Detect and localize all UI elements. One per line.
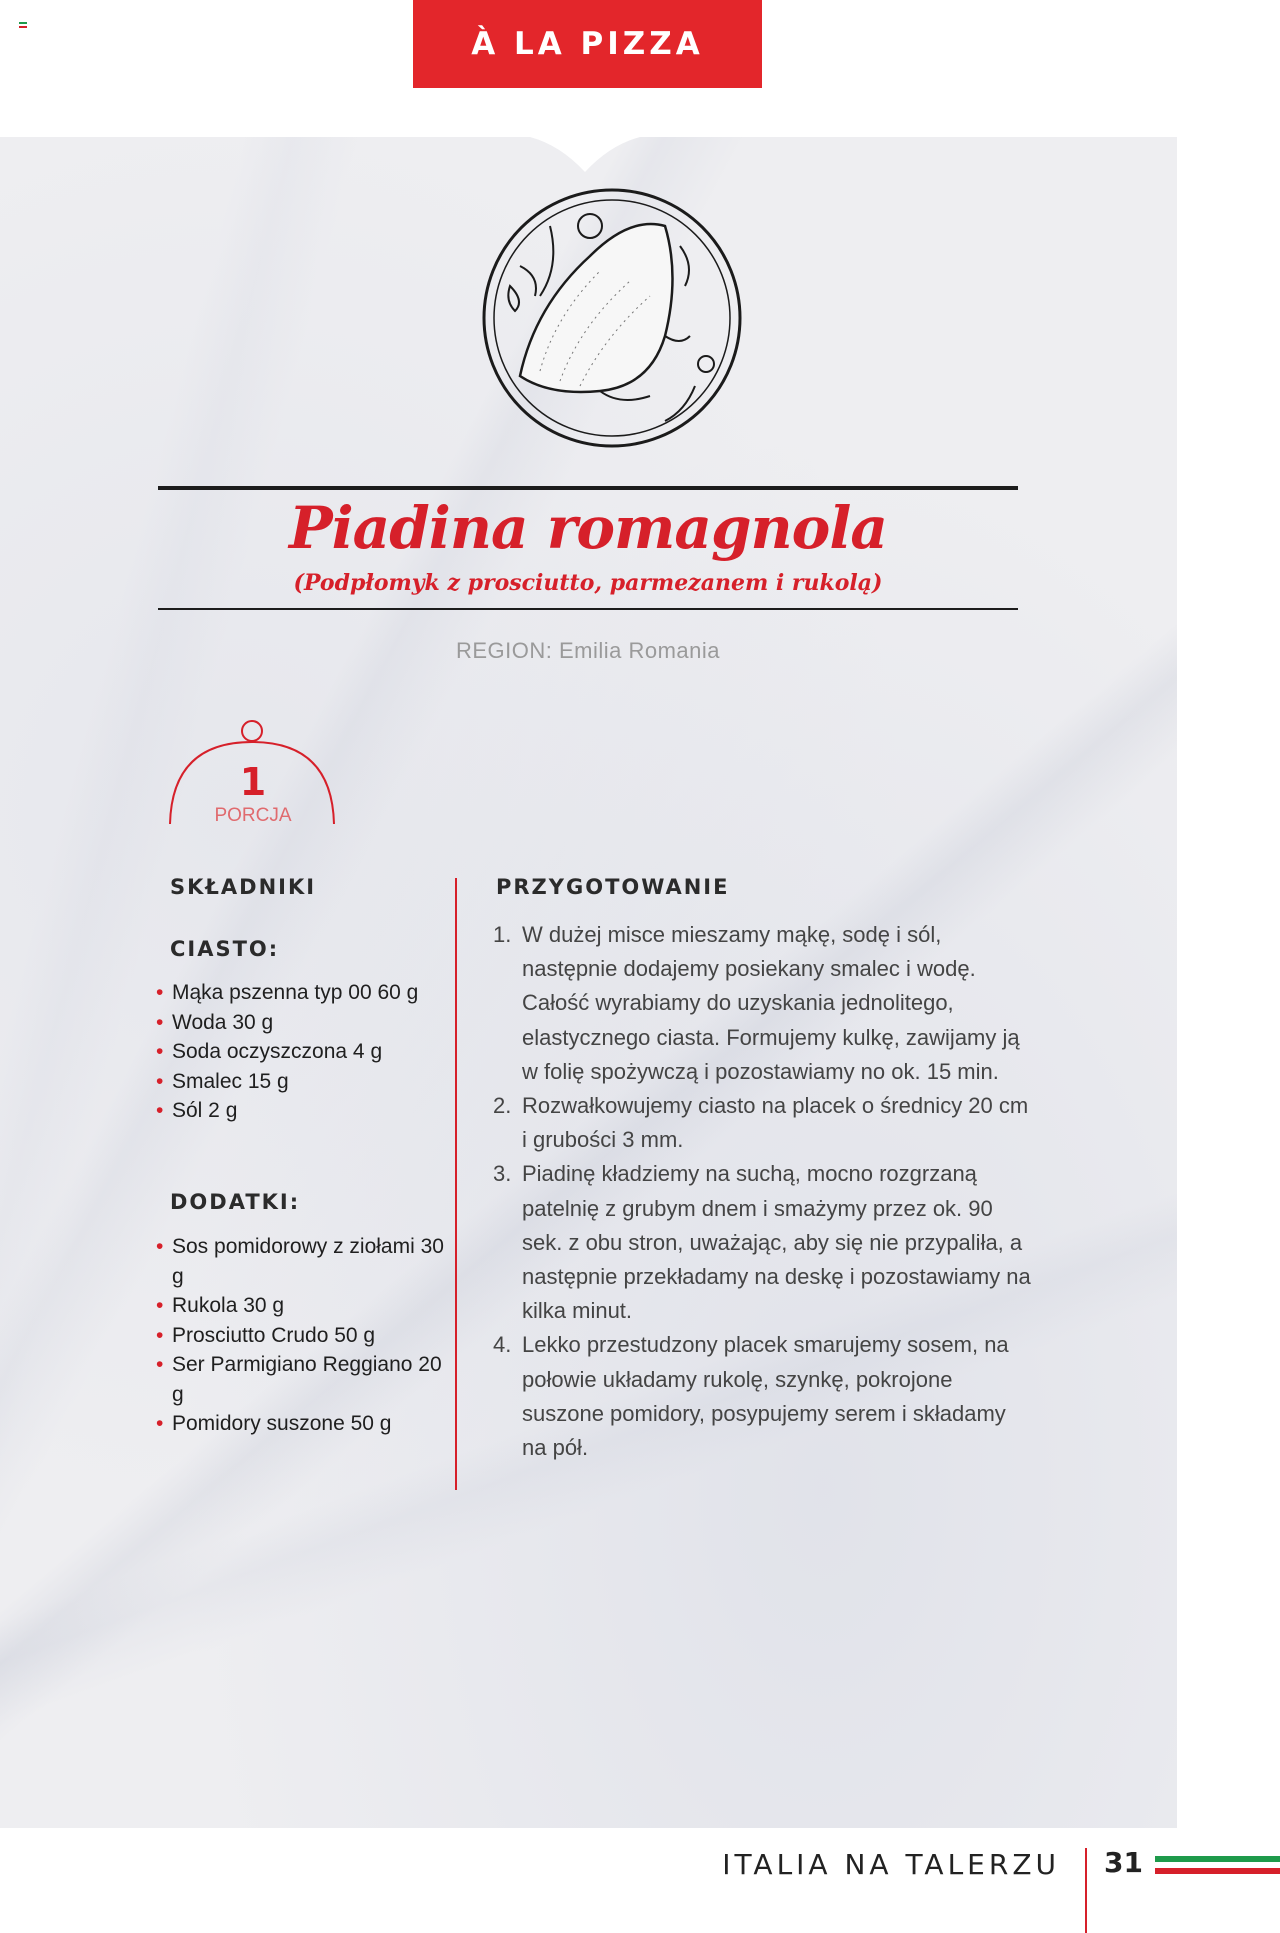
recipe-region: REGION: Emilia Romania: [455, 638, 721, 663]
step-text: Lekko przestudzony placek smarujemy sosem, na połowie układamy rukolę, szynkę, pokrojone suszone pomidory, posypujemy serem i składamy na pół.: [522, 1332, 1009, 1461]
footer-title: ITALIA NA TALERZU: [722, 1848, 1060, 1881]
title-top-rule: [158, 486, 1018, 490]
list-item: 4. Lekko przestudzony placek smarujemy sosem, na połowie układamy rukolę, szynkę, pokrojone suszone pomidory, posypujemy serem i składamy na pół.: [493, 1332, 1009, 1461]
step-text: Rozwałkowujemy ciasto na placek o średnicy 20 cm i grubości 3 mm.: [522, 1093, 1029, 1153]
preparation-steps: [493, 918, 1033, 1465]
column-divider: [455, 878, 457, 1490]
list-item: • Smalec 15 g: [156, 1067, 446, 1097]
recipe-subtitle: (Podpłomyk z prosciutto, parmezanem i rukolą): [293, 570, 883, 596]
list-item: • Prosciutto Crudo 50 g: [156, 1321, 446, 1351]
list-item: • Sos pomidorowy z ziołami 30 g: [156, 1232, 446, 1291]
preparation-heading: PRZYGOTOWANIE: [496, 875, 730, 899]
section-label: À LA PIZZA: [471, 26, 704, 62]
list-item: • Pomidory suszone 50 g: [156, 1409, 446, 1439]
portion-count: 1: [239, 760, 267, 804]
title-bottom-rule: [158, 608, 1018, 610]
recipe-title: Piadina romagnola: [289, 494, 887, 562]
dough-heading: CIASTO:: [170, 937, 280, 961]
list-item: • Rukola 30 g: [156, 1291, 446, 1321]
list-item: • Woda 30 g: [156, 1008, 446, 1038]
list-item: • Mąka pszenna typ 00 60 g: [156, 978, 446, 1008]
list-item: • Sól 2 g: [156, 1096, 446, 1126]
list-item: 2. Rozwałkowujemy ciasto na placek o średnicy 20 cm i grubości 3 mm.: [493, 1093, 1029, 1153]
list-item: • Soda oczyszczona 4 g: [156, 1037, 446, 1067]
toppings-heading: DODATKI:: [170, 1190, 301, 1214]
footer-separator: [1085, 1848, 1087, 1933]
toppings-list: [156, 1232, 446, 1439]
page-number: 31: [1104, 1846, 1143, 1879]
tiny-flag-icon: [19, 22, 27, 28]
ingredients-heading: SKŁADNIKI: [170, 875, 317, 899]
piadina-illustration-icon: [480, 186, 744, 450]
list-item: 1. W dużej misce mieszamy mąkę, sodę i sól, następnie dodajemy posiekany smalec i wodę. Całość wyrabiamy do uzyskania jednolitego, elastycznego ciasta. Formujemy kulkę, zawijamy ją w folię spożywczą i pozostawiamy no ok. 15 min.: [493, 922, 1020, 1084]
portion-label: PORCJA: [214, 805, 292, 826]
step-text: W dużej misce mieszamy mąkę, sodę i sól, następnie dodajemy posiekany smalec i wodę. Całość wyrabiamy do uzyskania jednolitego, elastycznego ciasta. Formujemy kulkę, zawijamy ją w folię spożywczą i pozostawiamy no ok. 15 min.: [522, 922, 1020, 1084]
step-text: Piadinę kładziemy na suchą, mocno rozgrzaną patelnię z grubym dnem i smażymy przez ok. 90 sek. z obu stron, uważając, aby się nie przypaliła, a następnie przekładamy na deskę i pozostawiamy na kilka minut.: [522, 1161, 1031, 1324]
italian-flag-icon: [1155, 1856, 1280, 1874]
dough-list: [156, 978, 446, 1126]
list-item: • Ser Parmigiano Reggiano 20 g: [156, 1350, 446, 1409]
section-tab: [413, 0, 762, 88]
list-item: 3. Piadinę kładziemy na suchą, mocno rozgrzaną patelnię z grubym dnem i smażymy przez ok. 90 sek. z obu stron, uważając, aby się nie przypaliła, a następnie przekładamy na deskę i pozostawiamy na kilka minut.: [493, 1161, 1031, 1324]
